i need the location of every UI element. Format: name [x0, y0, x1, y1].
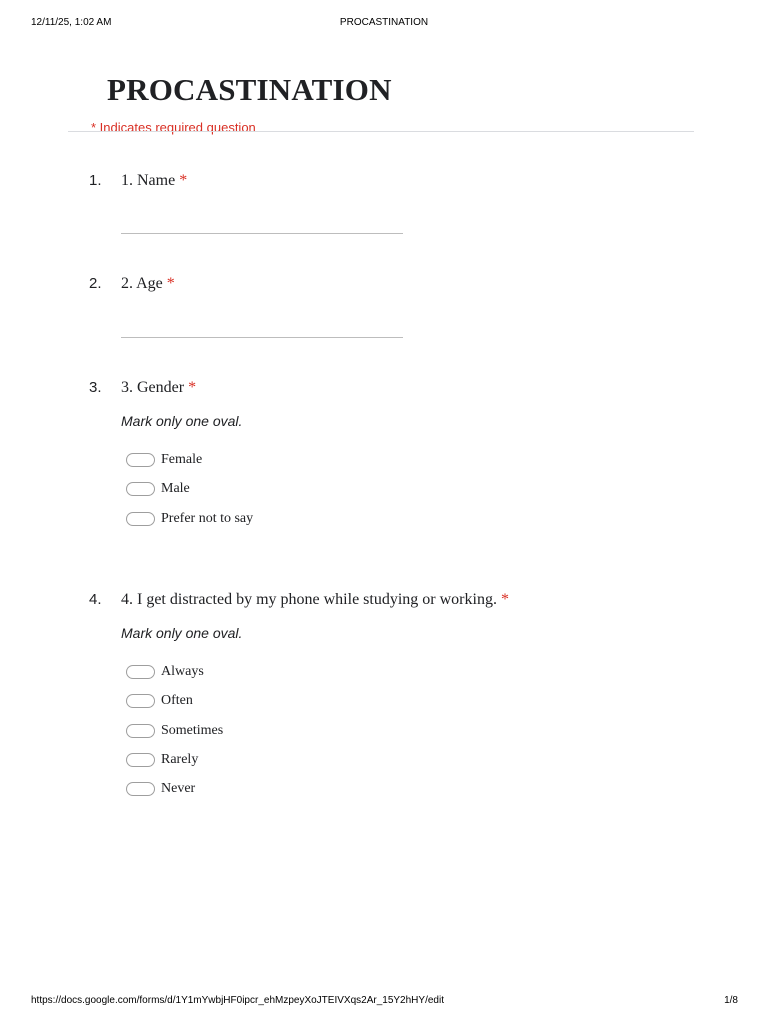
radio-oval[interactable] — [126, 694, 155, 708]
question-title-text: 4. I get distracted by my phone while studying or working. — [121, 591, 497, 608]
print-date-time: 12/11/25, 1:02 AM — [31, 17, 112, 28]
option-label: Sometimes — [161, 723, 224, 738]
title-divider — [68, 131, 694, 132]
question-title — [121, 591, 509, 609]
print-page-url: https://docs.google.com/forms/d/1Y1mYwbjHF0ipcr_ehMzpeyXoJTEIVXqs2Ar_15Y2hHY/edit — [31, 995, 444, 1006]
print-document-title: PROCASTINATION — [339, 17, 429, 28]
option-prefer-not-to-say[interactable] — [126, 510, 253, 528]
option-rarely[interactable] — [126, 751, 198, 769]
radio-oval[interactable] — [126, 482, 155, 496]
radio-oval[interactable] — [126, 453, 155, 467]
required-asterisk: * — [188, 379, 197, 396]
option-never[interactable] — [126, 780, 195, 798]
option-label: Always — [161, 664, 204, 679]
question-title-text: 1. Name — [121, 172, 176, 189]
option-sometimes[interactable] — [126, 722, 223, 740]
option-female[interactable] — [126, 451, 202, 469]
option-label: Prefer not to say — [161, 511, 254, 526]
question-number: 1. — [89, 172, 102, 189]
question-title — [121, 275, 175, 293]
option-label: Male — [161, 481, 190, 496]
question-title-text: 2. Age — [121, 275, 163, 292]
radio-oval[interactable] — [126, 512, 155, 526]
radio-oval[interactable] — [126, 724, 155, 738]
question-title-text: 3. Gender — [121, 379, 185, 396]
question-title — [121, 172, 187, 190]
question-number: 3. — [89, 379, 102, 396]
print-page-number: 1/8 — [724, 995, 738, 1006]
required-asterisk: * — [166, 275, 175, 292]
age-answer-field[interactable] — [121, 337, 403, 338]
option-label: Never — [161, 781, 196, 796]
option-label: Often — [161, 693, 193, 708]
required-asterisk: * — [179, 172, 188, 189]
question-number: 2. — [89, 275, 102, 292]
required-asterisk: * — [500, 591, 509, 608]
required-question-note: * Indicates required question — [91, 120, 256, 135]
radio-oval[interactable] — [126, 782, 155, 796]
option-label: Rarely — [161, 752, 199, 767]
option-label: Female — [161, 452, 203, 467]
option-always[interactable] — [126, 663, 204, 681]
radio-oval[interactable] — [126, 665, 155, 679]
question-number: 4. — [89, 591, 102, 608]
name-answer-field[interactable] — [121, 233, 403, 234]
option-often[interactable] — [126, 692, 193, 710]
option-male[interactable] — [126, 480, 190, 498]
mark-one-oval-hint: Mark only one oval. — [121, 413, 243, 429]
mark-one-oval-hint: Mark only one oval. — [121, 625, 243, 641]
question-title — [121, 379, 196, 397]
radio-oval[interactable] — [126, 753, 155, 767]
form-title: PROCASTINATION — [107, 72, 392, 107]
